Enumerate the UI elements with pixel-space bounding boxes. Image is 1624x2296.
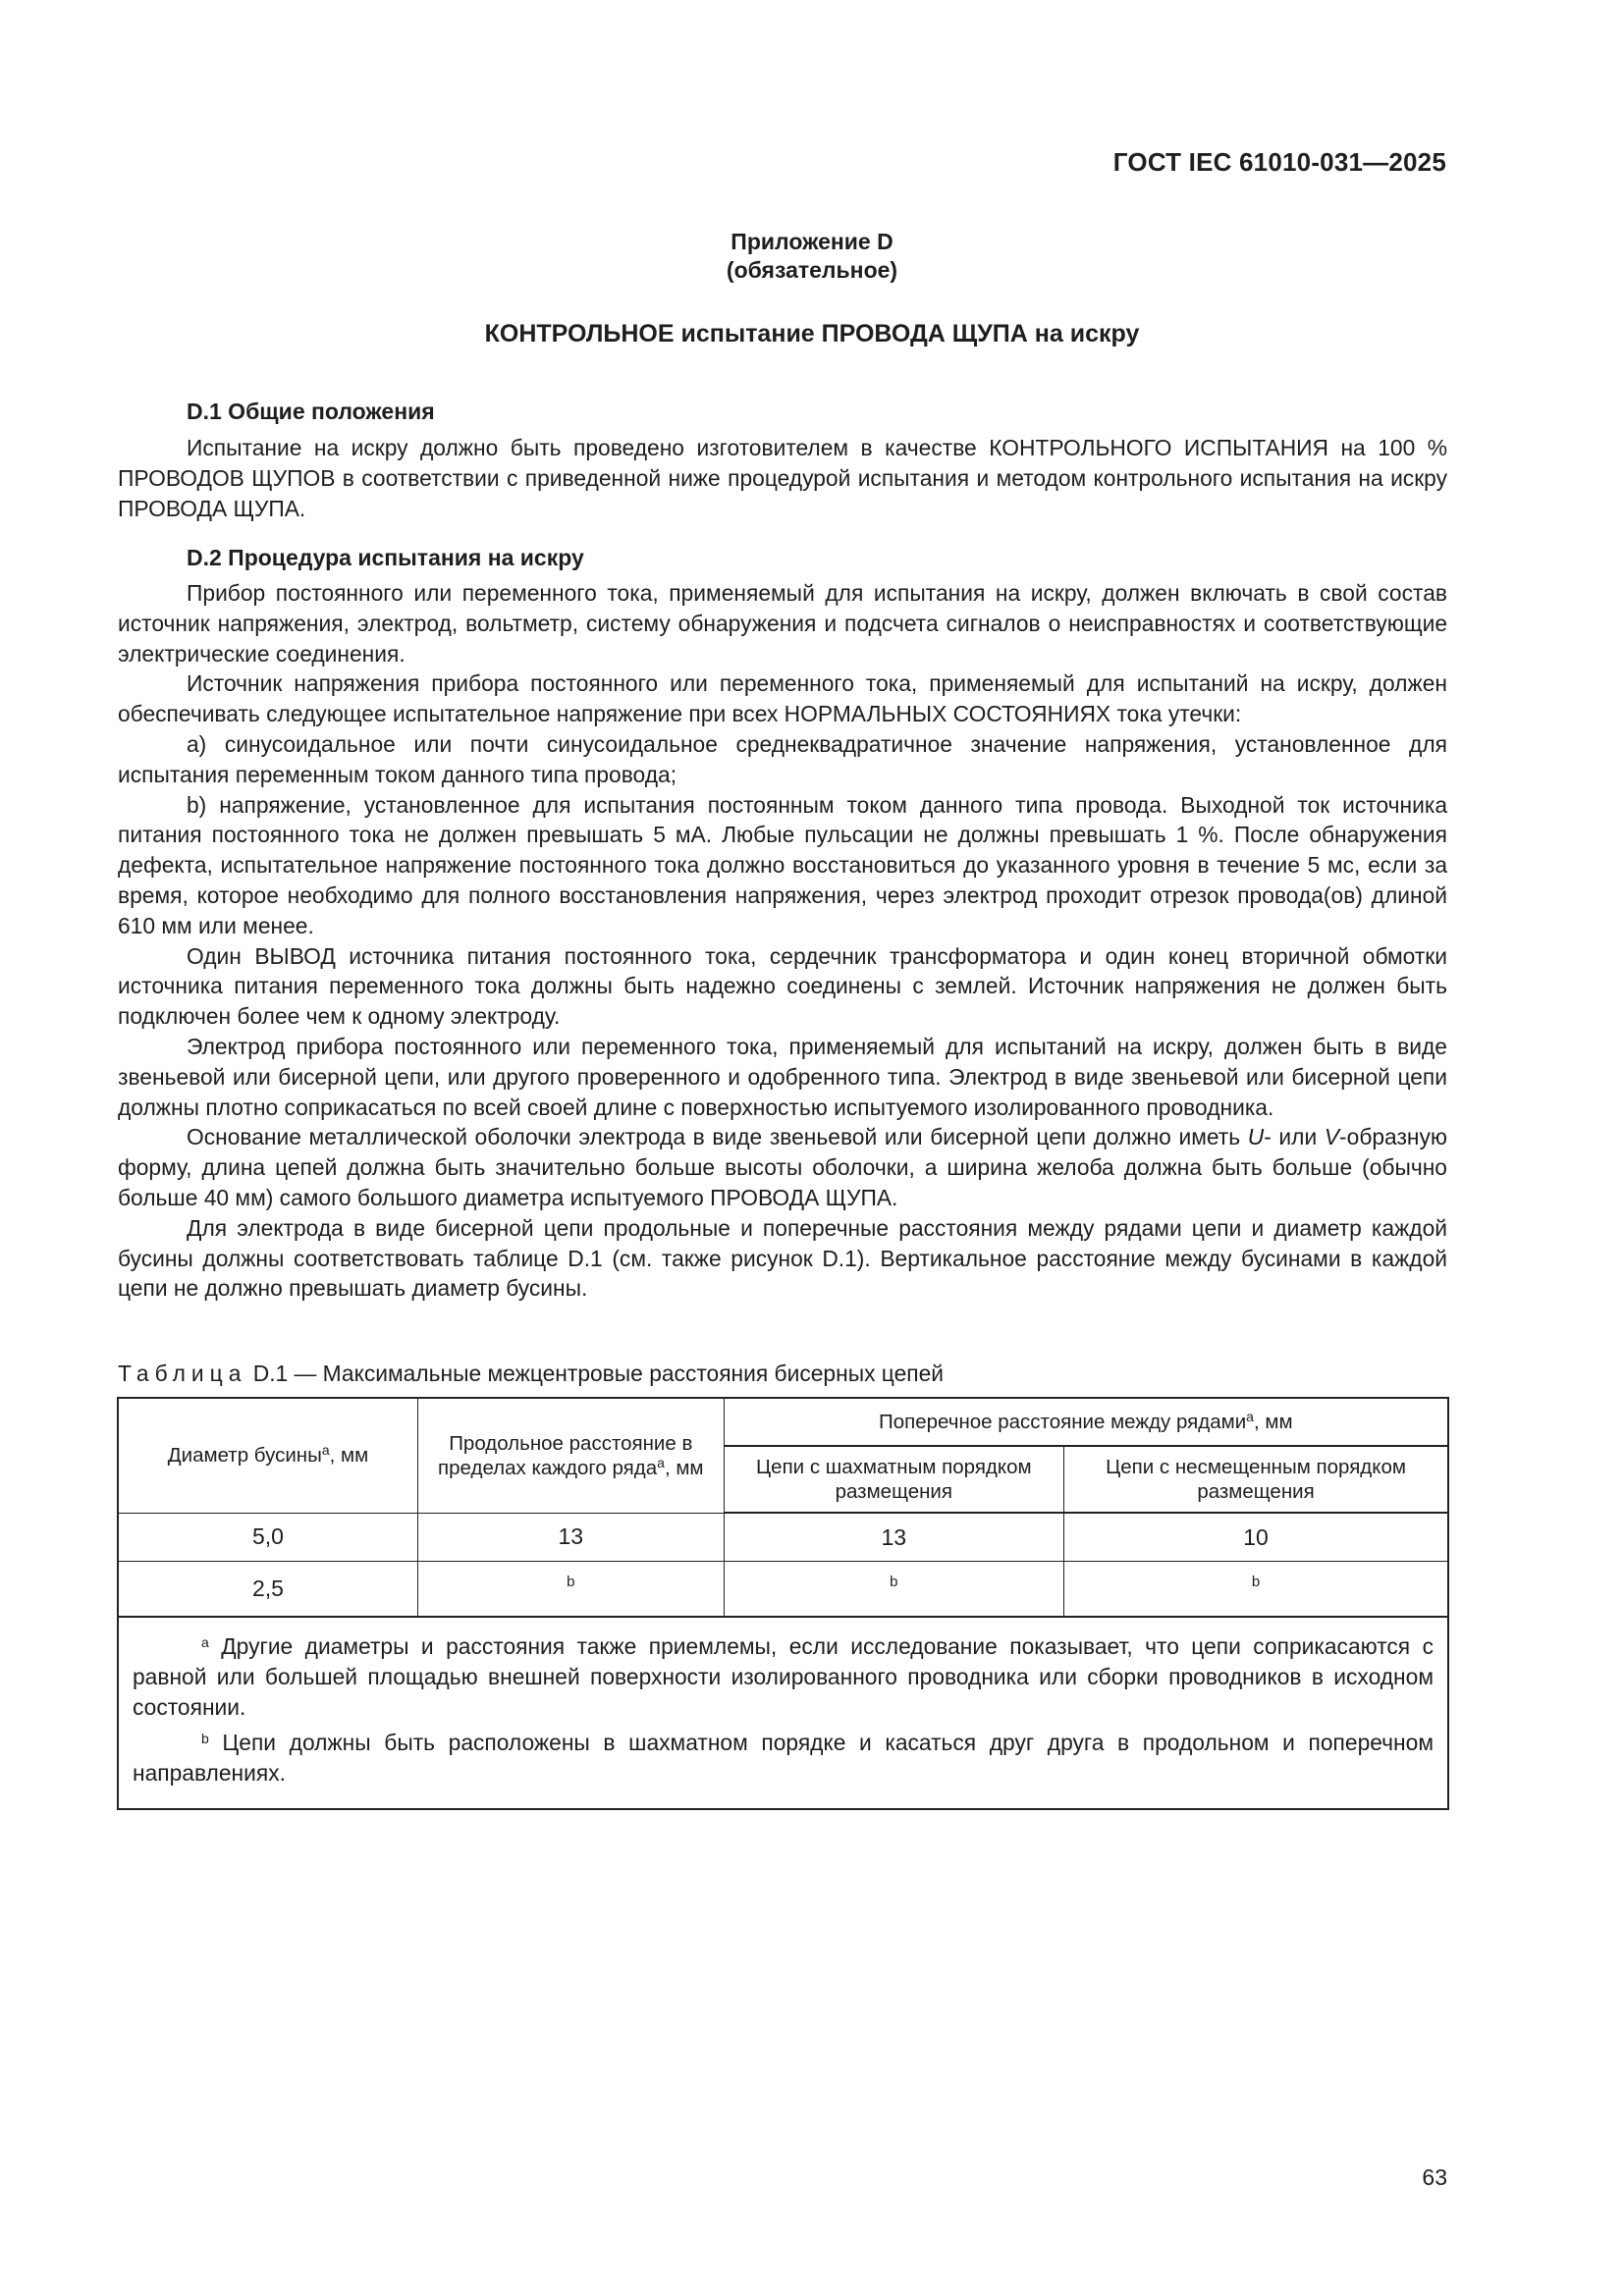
document-number: ГОСТ IEC 61010-031—2025 <box>1112 147 1446 177</box>
header-bead-diameter: Диаметр бусины$^a$, мм <box>118 1398 418 1513</box>
section-2-body <box>118 578 1447 1304</box>
paragraph: Прибор постоянного или переменного тока, применяемый для испытания на искру, должен включать в свой состав источник напряжения, электрод, вольтметр, систему обнаружения и подсчета сигналов о неисправностях и соответствующие электрические соединения. <box>118 580 1447 667</box>
header-aligned-chains: Цепи с несмещенным порядком размещения <box>1064 1446 1448 1513</box>
table-cell: 2,5 <box>118 1562 418 1618</box>
annex-status: (обязательное) <box>726 257 898 283</box>
paragraph: Электрод прибора постоянного или переменного тока, применяемый для испытаний на искру, должен быть в виде звеньевой или бисерной цепи, или другого проверенного и одобренного типа. Электрод в виде звеньевой или бисерной цепи должны плотно соприкасаться по всей своей длине с поверхностью испытуемого изолированного проводника. <box>118 1033 1447 1120</box>
footnote-b: $^b$ Цепи должны быть расположены в шахматном порядке и касаться друг друга в продольном и поперечном направлениях. <box>133 1730 1434 1787</box>
table-cell: b <box>1064 1562 1448 1618</box>
paragraph: Для электрода в виде бисерной цепи продольные и поперечные расстояния между рядами цепи и диаметр каждой бусины должны соответствовать таблице D.1 (см. также рисунок D.1). Вертикальное расстояние между бусинами в каждой цепи не должно превышать диаметр бусины. <box>118 1214 1447 1302</box>
page-number: 63 <box>1422 2164 1447 2190</box>
header-longitudinal-distance: Продольное расстояние в пределах каждого ряда$^a$, мм <box>418 1398 725 1513</box>
table-caption: Таблица D.1 — Максимальные межцентровые расстояния бисерных цепей <box>118 1361 945 1386</box>
table-cell: 10 <box>1064 1513 1448 1562</box>
annex-heading: КОНТРОЛЬНОЕ испытание ПРОВОДА ЩУПА на искру <box>484 320 1140 347</box>
paragraph: a) синусоидальное или почти синусоидальное среднеквадратичное значение напряжения, установленное для испытания переменным током данного типа провода; <box>118 730 1447 787</box>
paragraph: Испытание на искру должно быть проведено изготовителем в качестве КОНТРОЛЬНОГО ИСПЫТАНИЯ на 100 % ПРОВОДОВ ЩУПОВ в соответствии с приведенной ниже процедурой испытания и методом контрольного испытания на искру ПРОВОДА ЩУПА. <box>118 435 1447 521</box>
table-cell: 13 <box>418 1513 725 1562</box>
table-notes-row <box>118 1617 1448 1809</box>
section-1-title: D.1 Общие положения <box>187 399 435 424</box>
table-row <box>118 1562 1448 1618</box>
annex-title: Приложение D <box>731 229 893 254</box>
header-transverse-distance: Поперечное расстояние между рядами$^a$, мм <box>724 1398 1448 1446</box>
table-d1 <box>117 1397 1449 1810</box>
header-staggered-chains: Цепи с шахматным порядком размещения <box>724 1446 1063 1513</box>
table-cell: b <box>418 1562 725 1618</box>
table-notes <box>118 1617 1448 1809</box>
table-header-row <box>118 1398 1448 1446</box>
footnote-a: $^a$ Другие диаметры и расстояния также приемлемы, если исследование показывает, что цепи соприкасаются с равной или большей площадью внешней поверхности изолированного проводника или сборки проводников в исходном состоянии. <box>133 1633 1434 1720</box>
table-cell: 5,0 <box>118 1513 418 1562</box>
paragraph: Источник напряжения прибора постоянного или переменного тока, применяемый для испытаний на искру, должен обеспечивать следующее испытательное напряжение при всех НОРМАЛЬНЫХ СОСТОЯНИЯХ тока утечки: <box>118 670 1447 727</box>
section-2-title: D.2 Процедура испытания на искру <box>187 545 584 570</box>
section-1-body <box>118 433 1447 523</box>
paragraph: Один ВЫВОД источника питания постоянного тока, сердечник трансформатора и один конец вторичной обмотки источника питания переменного тока должны быть надежно соединены с землей. Источник напряжения не должен быть подключен более чем к одному электроду. <box>118 942 1447 1030</box>
table-cell: b <box>724 1562 1063 1618</box>
paragraph: Основание металлической оболочки электрода в виде звеньевой или бисерной цепи должно иметь U- или V-образную форму, длина цепей должна быть значительно больше высоты оболочки, а ширина желоба должна быть больше (обычно больше 40 мм) самого большого диаметра испытуемого ПРОВОДА ЩУПА. <box>118 1124 1448 1210</box>
paragraph: b) напряжение, установленное для испытания постоянным током данного типа провода. Выходной ток источника питания постоянного тока не должен превышать 5 мА. Любые пульсации не должны превышать 1 %. После обнаружения дефекта, испытательное напряжение постоянного тока должно восстановиться до указанного уровня в течение 5 мс, если за время, которое необходимо для полного восстановления напряжения, через электрод проходит отрезок провода(ов) длиной 610 мм или менее. <box>118 791 1447 938</box>
table-cell: 13 <box>724 1513 1063 1562</box>
table-row <box>118 1513 1448 1562</box>
